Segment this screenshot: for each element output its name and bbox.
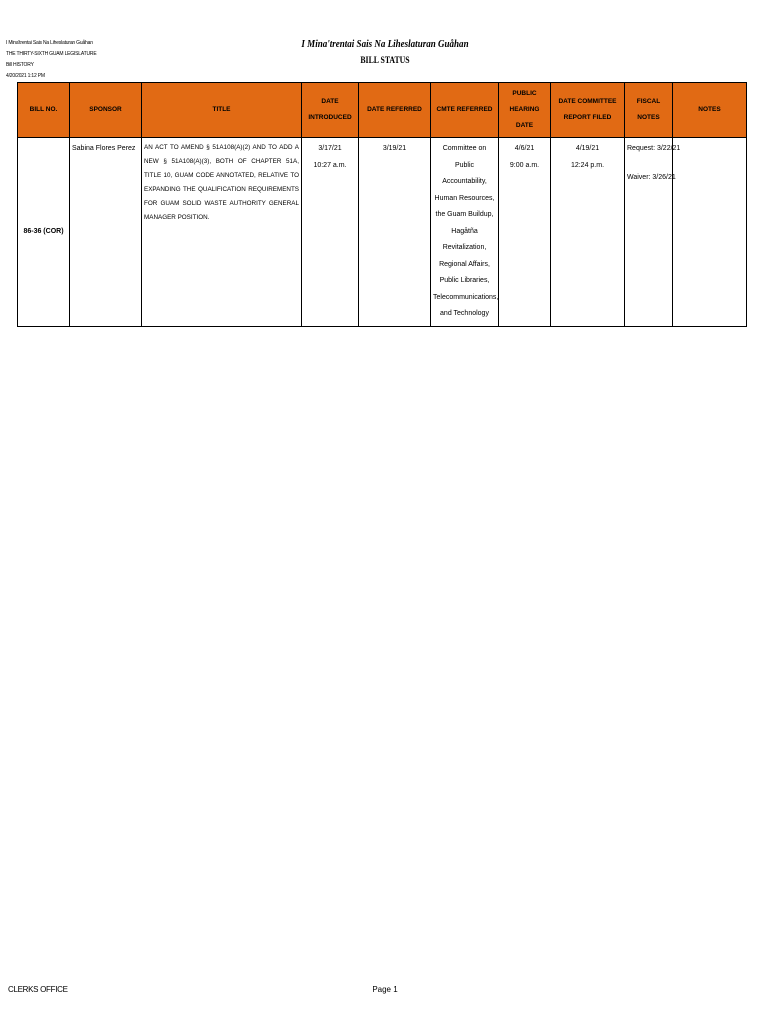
col-header-notes: NOTES xyxy=(673,83,747,138)
col-header-date-referred: DATE REFERRED xyxy=(359,83,431,138)
cell-date-introduced xyxy=(302,138,359,327)
col-header-title: TITLE xyxy=(142,83,302,138)
date-introduced-value: 3/17/21 xyxy=(318,145,342,152)
cell-cmte-referred: Committee on Public Accountability, Human Resources, the Guam Buildup, Hagåtña Revitalization, Regional Affairs, Public Libraries, Telecommunications, and Technology xyxy=(431,138,499,327)
header-legislature-english: THE THIRTY-SIXTH GUAM LEGISLATURE xyxy=(6,51,97,57)
header-legislature-name: I Mina'trentai Sais Na Liheslaturan Guåhan xyxy=(6,40,93,46)
cell-notes xyxy=(673,138,747,327)
cell-fiscal-notes xyxy=(625,138,681,327)
hearing-date-value: 4/6/21 xyxy=(514,145,535,152)
fiscal-request: Request: 3/22/21 xyxy=(627,145,681,152)
col-header-public-hearing-date: PUBLIC HEARING DATE xyxy=(499,83,551,138)
col-header-sponsor: SPONSOR xyxy=(70,83,142,138)
time-introduced-value: 10:27 a.m. xyxy=(313,161,347,169)
col-header-fiscal-notes: FISCAL NOTES xyxy=(625,83,673,138)
col-header-bill-no: BILL NO. xyxy=(18,83,70,138)
fiscal-waiver: Waiver: 3/26/21 xyxy=(627,173,676,181)
col-header-date-introduced: DATE INTRODUCED xyxy=(302,83,359,138)
table-row xyxy=(18,138,747,327)
header-timestamp: 4/20/2021 1:12 PM xyxy=(6,73,45,79)
page-title: I Mina'trentai Sais Na Liheslaturan Guåhan xyxy=(301,38,469,50)
cell-date-referred: 3/19/21 xyxy=(359,138,431,327)
col-header-cmte-referred: CMTE REFERRED xyxy=(431,83,499,138)
cell-committee-report xyxy=(551,138,625,327)
cell-title: AN ACT TO AMEND § 51A108(A)(2) AND TO ADD A NEW § 51A108(A)(3), BOTH OF CHAPTER 51A, TITLE 10, GUAM CODE ANNOTATED, RELATIVE TO EXPANDING THE QUALIFICATION REQUIREMENTS FOR GUAM SOLID WASTE AUTHORITY GENERAL MANAGER POSITION. xyxy=(142,138,302,327)
cell-public-hearing xyxy=(499,138,551,327)
report-date-value: 4/19/21 xyxy=(575,145,600,152)
header-document-type: Bill HISTORY xyxy=(6,62,34,68)
report-time-value: 12:24 p.m. xyxy=(570,161,605,169)
page-number: Page 1 xyxy=(372,985,398,994)
page-subtitle: BILL STATUS xyxy=(360,56,410,66)
table-header-row xyxy=(18,83,747,138)
hearing-time-value: 9:00 a.m. xyxy=(509,161,540,169)
col-header-committee-report-filed: DATE COMMITTEE REPORT FILED xyxy=(551,83,625,138)
footer-office: CLERKS OFFICE xyxy=(8,985,68,994)
cell-sponsor: Sabina Flores Perez xyxy=(70,138,142,327)
cell-bill-no: 86-36 (COR) xyxy=(18,138,70,327)
bill-status-table xyxy=(17,82,747,327)
